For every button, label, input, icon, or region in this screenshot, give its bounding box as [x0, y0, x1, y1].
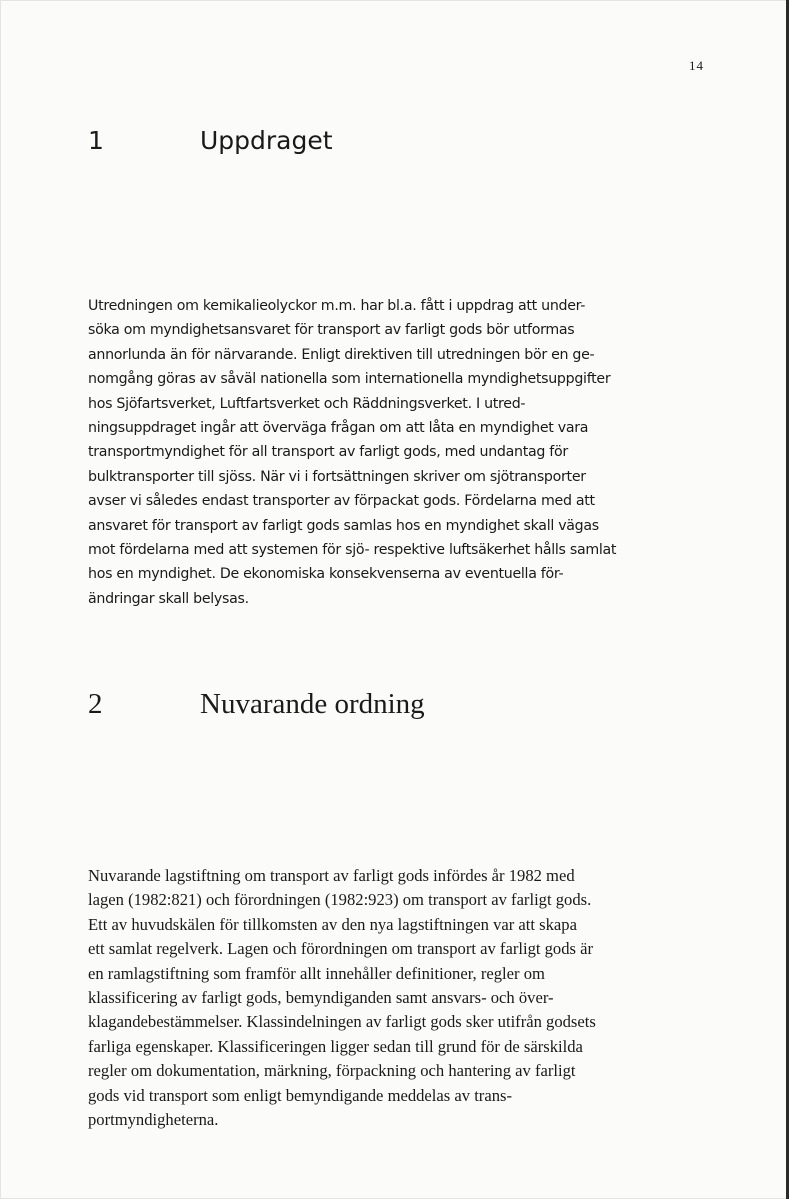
text-line: nomgång göras av såväl nationella som internationella myndighetsuppgifter	[88, 371, 611, 388]
text-line: klassificering av farligt gods, bemyndiganden samt ansvars- och över-	[88, 988, 554, 1008]
text-line: transportmyndighet för all transport av farligt gods, med undantag för	[88, 444, 568, 461]
text-line: klagandebestämmelser. Klassindelningen av farligt gods sker utifrån godsets	[88, 1012, 596, 1032]
text-line: Nuvarande lagstiftning om transport av farligt gods infördes år 1982 med	[88, 866, 575, 885]
section-2-heading	[88, 688, 425, 721]
text-line: gods vid transport som enligt bemyndigande meddelas av trans-	[88, 1085, 512, 1105]
text-line: ett samlat regelverk. Lagen och förordningen om transport av farligt gods är	[88, 939, 594, 959]
section-1-title: Uppdraget	[200, 126, 333, 155]
text-line: regler om dokumentation, märkning, förpackning och hantering av farligt	[88, 1061, 576, 1081]
text-line: Utredningen om kemikalieolyckor m.m. har bl.a. fått i uppdrag att under-	[88, 298, 586, 314]
text-line: en ramlagstiftning som framför allt innehåller definitioner, regler om	[88, 963, 545, 983]
text-line: hos Sjöfartsverket, Luftfartsverket och Räddningsverket. I utred-	[88, 395, 526, 412]
text-line: annorlunda än för närvarande. Enligt direktiven till utredningen bör en ge-	[88, 346, 595, 363]
text-line: söka om myndighetsansvaret för transport av farligt gods bör utformas	[88, 322, 575, 339]
page-number: 14	[689, 58, 704, 73]
section-2-paragraph	[88, 864, 688, 1132]
text-line: farliga egenskaper. Klassificeringen ligger sedan till grund för de särskilda	[88, 1036, 583, 1056]
text-line: mot fördelarna med att systemen för sjö- respektive luftsäkerhet hålls samlat	[88, 542, 617, 559]
text-line: ansvaret för transport av farligt gods samlas hos en myndighet skall vägas	[88, 517, 599, 534]
text-line: Ett av huvudskälen för tillkomsten av den nya lagstiftningen var att skapa	[88, 914, 577, 934]
section-1-number: 1	[88, 126, 104, 155]
section-1-paragraph	[88, 294, 688, 611]
text-line: portmyndigheterna.	[88, 1110, 219, 1130]
text-line: ningsuppdraget ingår att överväga frågan om att låta en myndighet vara	[88, 420, 589, 437]
text-line: avser vi således endast transporter av förpackat gods. Fördelarna med att	[88, 493, 595, 510]
text-line: bulktransporter till sjöss. När vi i fortsättningen skriver om sjötransporter	[88, 468, 586, 485]
text-line: lagen (1982:821) och förordningen (1982:923) om transport av farligt gods.	[88, 890, 592, 910]
text-line: hos en myndighet. De ekonomiska konsekvenserna av eventuella för-	[88, 566, 564, 583]
text-line: ändringar skall belysas.	[88, 590, 249, 607]
section-2-title: Nuvarande ordning	[200, 688, 425, 720]
section-1-heading	[88, 126, 333, 155]
section-2-number: 2	[88, 688, 103, 720]
